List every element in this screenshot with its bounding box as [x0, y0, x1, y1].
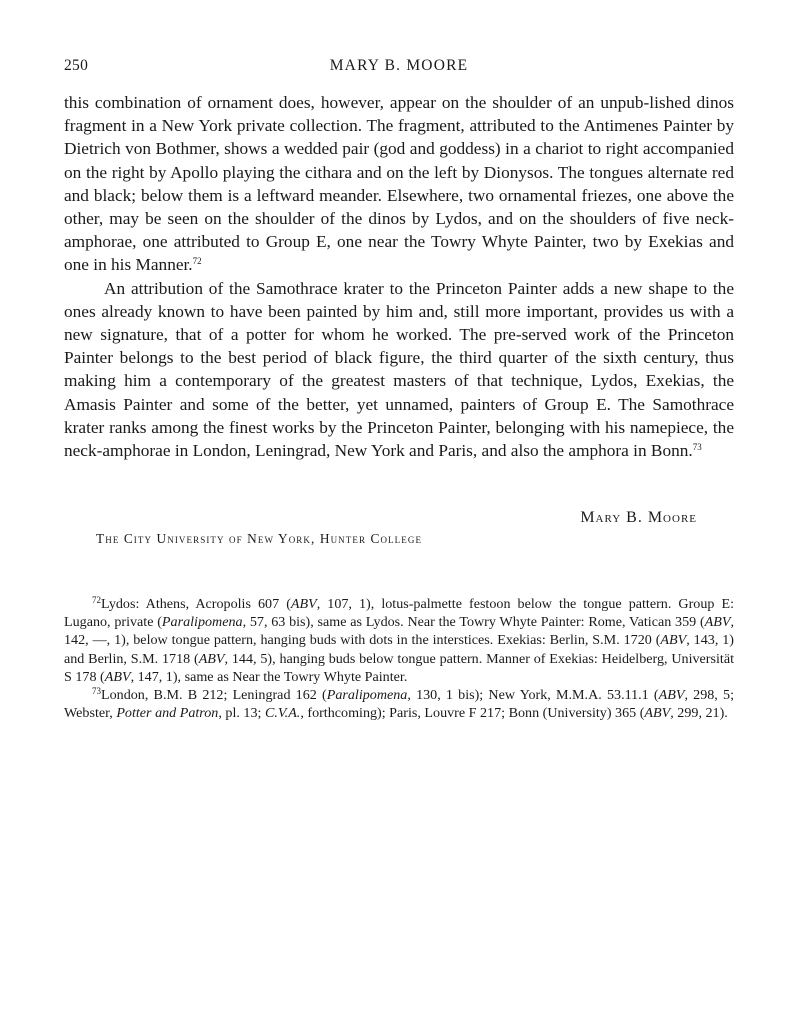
footnote-72-text: , 57, 63 bis), same as Lydos. Near the Towry Whyte Painter: Rome, Vatican 359 (: [242, 614, 705, 631]
main-text: [64, 91, 734, 462]
footnote-72-italic: ABV: [704, 614, 731, 631]
footnote-72-text: Lydos: Athens, Acropolis 607 (: [101, 596, 291, 612]
paragraph-2: [64, 277, 734, 463]
footnote-73-text: , 298, 5; Webster,: [64, 687, 734, 722]
footnote-72-italic: ABV: [660, 632, 687, 649]
author-signature: Mary B. Moore: [580, 509, 697, 526]
footnote-73-text: , 130, 1 bis); New York, M.M.A. 53.11.1 (: [407, 687, 659, 704]
footnote-72: [64, 595, 734, 686]
footnote-ref-72[interactable]: 72: [192, 256, 202, 267]
footnote-73-text: , 299, 21).: [670, 705, 728, 722]
footnote-72-text: , 142, —, 1), below tongue pattern, hanging buds with dots in the interstices. Exekias: Berlin, S.M. 1720 (: [64, 614, 734, 649]
footnote-72-text: , 147, 1), same as Near the Towry Whyte Painter.: [130, 668, 408, 685]
footnote-73-text: , forthcoming); Paris, Louvre F 217; Bonn (University) 365 (: [300, 705, 645, 722]
paragraph-2-text: An attribution of the Samothrace krater to the Princeton Painter adds a new shape to the ones already known to have been painted by him and, still more important, provides us with a new signature, that of a potter for whom he worked. The pre-served work of the Princeton Painter belongs to the best period of black figure, the third quarter of the sixth century, thus making him a contemporary of the greatest masters of that technique, Lydos, Exekias, the Amasis Painter and some of the better, yet unnamed, painters of Group E. The Samothrace krater ranks among the finest works by the Princeton Painter, belonging with his namepiece, the neck-amphorae in London, Leningrad, New York and Paris, and also the amphora in Bonn.: [64, 278, 734, 461]
footnote-73-italic: Potter and Patron: [116, 705, 219, 722]
footnote-73: [64, 686, 734, 722]
footnote-73-italic: ABV: [658, 687, 685, 704]
footnote-73-text: London, B.M. B 212; Leningrad 162 (: [101, 687, 327, 704]
running-head-title: MARY B. MOORE: [329, 57, 469, 74]
paragraph-1-text: this combination of ornament does, however, appear on the shoulder of an unpub-lished dinos fragment in a New York private collection. The fragment, attributed to the Antimenes Painter by Dietrich von Bothmer, shows a wedded pair (god and goddess) in a chariot to right accompanied on the right by Apollo playing the cithara and on the left by Dionysos. The tongues alternate red and black; below them is a leftward meander. Elsewhere, two ornamental friezes, one above the other, may be seen on the shoulder of the dinos by Lydos, and on the shoulders of five neck-amphorae, one attributed to Group E, one near the Towry Whyte Painter, two by Exekias and one in his Manner.: [64, 93, 734, 275]
footnote-72-italic: ABV: [198, 650, 225, 667]
footnote-73-italic: Paralipomena: [326, 687, 408, 704]
paragraph-1: [64, 91, 734, 277]
footnote-ref-73[interactable]: 73: [692, 442, 702, 453]
footnote-72-text: , 143, 1) and Berlin, S.M. 1718 (: [64, 632, 734, 667]
footnote-73-text: , pl. 13;: [218, 705, 265, 722]
footnote-73-italic: ABV: [644, 705, 671, 722]
footnote-73-italic: C.V.A.: [264, 705, 301, 722]
footnote-72-text: , 144, 5), hanging buds below tongue pattern. Manner of Exekias: Heidelberg, Universität S 178 (: [64, 650, 734, 685]
footnotes: [64, 595, 734, 722]
author-affiliation: The City University of New York, Hunter College: [96, 531, 423, 546]
footnote-72-italic: ABV: [290, 596, 317, 612]
footnote-73-mark: 73: [92, 686, 101, 697]
page-number: 250: [64, 57, 89, 74]
footnote-72-mark: 72: [92, 595, 101, 605]
footnote-72-italic: Paralipomena: [161, 614, 243, 631]
footnote-72-text: , 107, 1), lotus-palmette festoon below the tongue pattern. Group E: Lugano, private (: [64, 596, 734, 631]
footnote-72-italic: ABV: [104, 668, 131, 685]
